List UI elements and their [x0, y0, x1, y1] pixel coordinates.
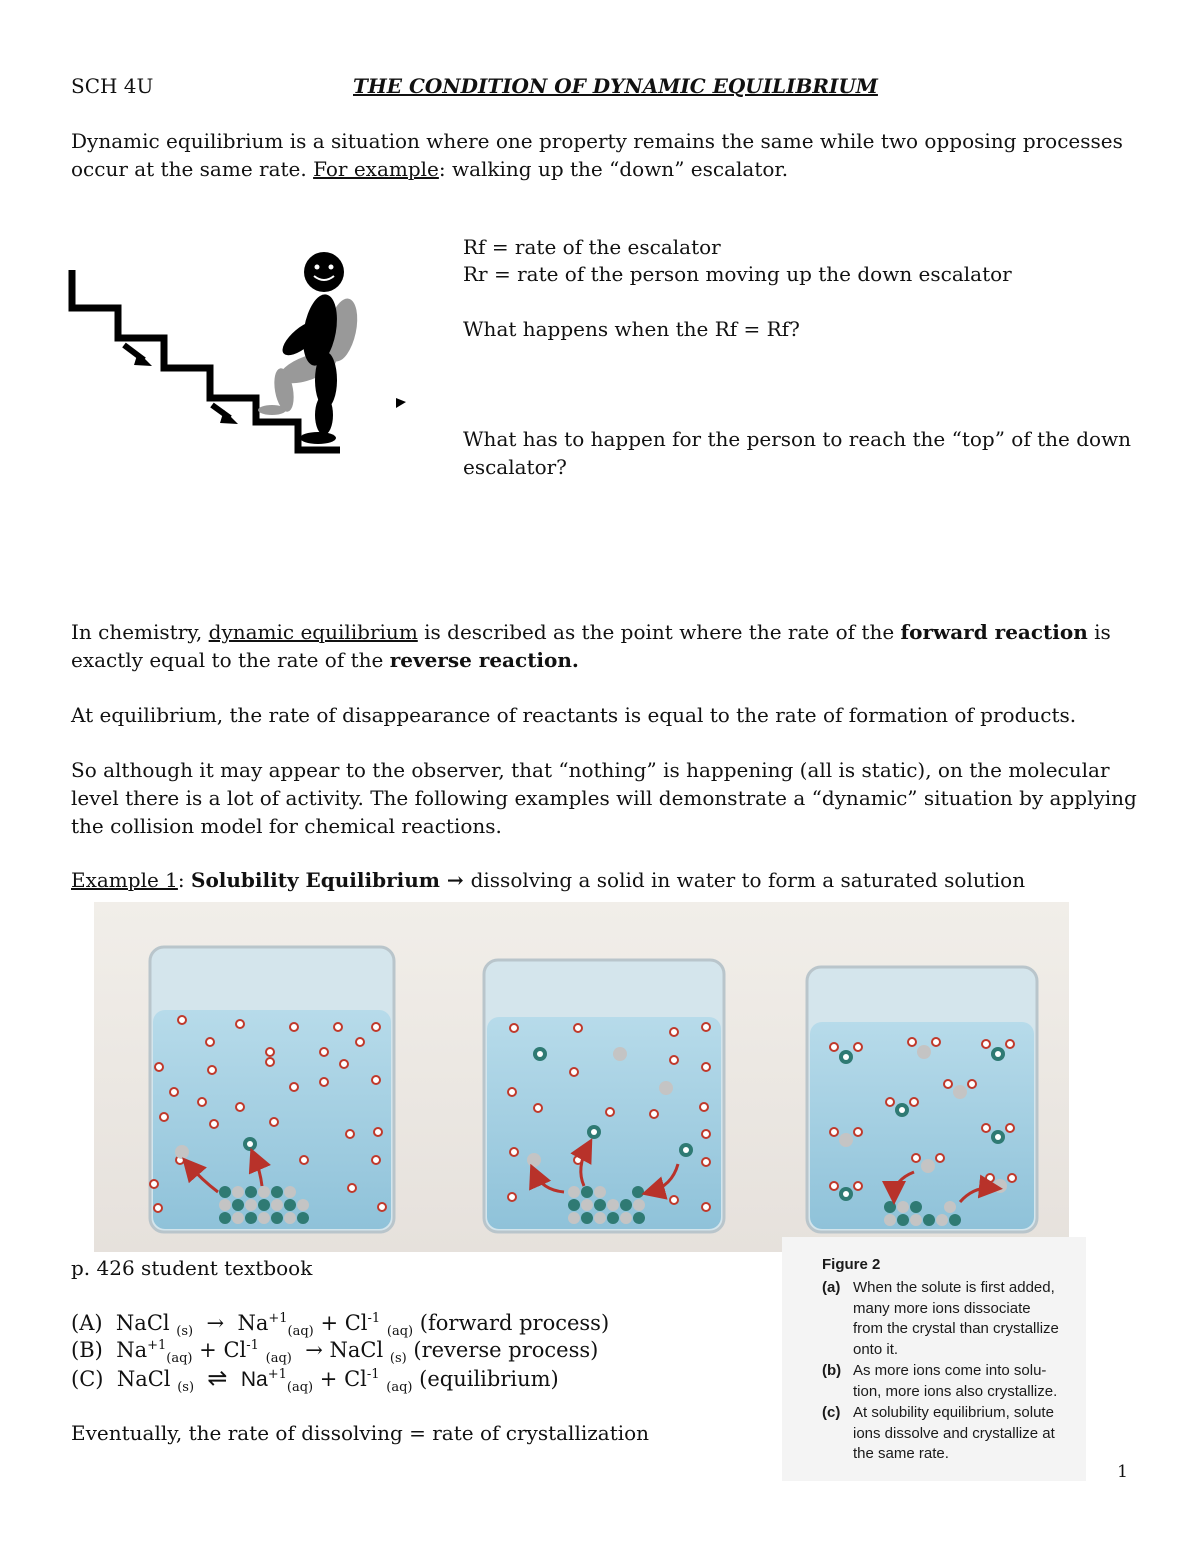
- solubility-figure: [94, 902, 1069, 1252]
- chemistry-para-2: At equilibrium, the rate of disappearance of reactants is equal to the rate of formation of products.: [71, 703, 1077, 727]
- eq-note: (equilibrium): [419, 1367, 559, 1391]
- eq-product-1: Na: [237, 1311, 269, 1335]
- eq-state: (aq): [386, 1380, 413, 1396]
- beaker-b: [484, 960, 724, 1232]
- caption-b-text: [853, 1361, 1057, 1402]
- eq-reactant-2: Cl: [223, 1338, 247, 1362]
- term-dynamic-equilibrium: dynamic equilibrium: [208, 620, 418, 644]
- course-code: SCH 4U: [71, 74, 154, 98]
- eq-note: (reverse process): [413, 1338, 599, 1362]
- question-2-line-2: escalator?: [463, 455, 567, 479]
- intro-text: occur at the same rate.: [71, 157, 314, 181]
- rf-definition: Rf = rate of the escalator: [463, 235, 721, 259]
- equation-c: [71, 1364, 559, 1394]
- equation-a: [71, 1309, 610, 1340]
- eq-plus: +: [320, 1311, 339, 1335]
- eq-charge: -1: [367, 1311, 381, 1326]
- eq-state: (s): [177, 1380, 195, 1396]
- caption-line: onto it.: [853, 1340, 899, 1358]
- caption-b: [822, 1361, 1058, 1400]
- equilibrium-arrow-icon: ⇌: [207, 1364, 228, 1392]
- caption-a: [822, 1278, 1059, 1358]
- crystal: [219, 1186, 309, 1224]
- eq-label: (A): [71, 1311, 103, 1335]
- eq-state: (aq): [287, 1324, 314, 1340]
- eq-product-2: Cl: [344, 1311, 368, 1335]
- down-arrow-icon-2: [212, 405, 238, 424]
- arrow: →: [439, 868, 471, 892]
- eq-label: (B): [71, 1338, 103, 1362]
- eq-product-1: Na: [240, 1368, 268, 1391]
- eq-reactant: NaCl: [116, 1367, 171, 1391]
- eq-state: (aq): [166, 1351, 193, 1367]
- question-2-line-1: What has to happen for the person to reach the “top” of the down: [463, 427, 1132, 451]
- page-number: 1: [1117, 1462, 1128, 1482]
- eq-charge: +1: [147, 1338, 167, 1353]
- eq-product-2: Cl: [344, 1367, 367, 1391]
- rr-definition: Rr = rate of the person moving up the down escalator: [463, 262, 1012, 286]
- caption-label: (b): [822, 1362, 842, 1379]
- intro-line-1: Dynamic equilibrium is a situation where one property remains the same while two opposing processes: [71, 129, 1123, 153]
- page-title: THE CONDITION OF DYNAMIC EQUILIBRIUM: [353, 74, 878, 98]
- caption-line: tion, more ions also crystallize.: [853, 1382, 1058, 1400]
- text: exactly equal to the rate of the: [71, 648, 390, 672]
- text: is described as the point where the rate of the: [417, 620, 901, 644]
- intro-text-end: : walking up the “down” escalator.: [438, 157, 789, 181]
- term-forward-reaction: forward reaction: [900, 620, 1088, 644]
- caption-line: ions dissolve and crystallize at: [853, 1424, 1055, 1442]
- example-title: Solubility Equilibrium: [191, 868, 440, 892]
- caption-label: (c): [822, 1404, 841, 1421]
- chemistry-para-3-line-2: level there is a lot of activity. The following examples will demonstrate a “dynamic” situation by applying: [71, 786, 1137, 810]
- eq-state: (s): [389, 1351, 407, 1367]
- caption-c: [822, 1403, 1055, 1462]
- escalator-illustration: [62, 250, 442, 460]
- caption-line: As more ions come into solu-: [853, 1362, 1047, 1379]
- period: .: [571, 648, 579, 672]
- question-1: What happens when the Rf = Rf?: [463, 317, 800, 341]
- beaker-a: [150, 947, 394, 1232]
- down-arrow-icon: [124, 345, 152, 366]
- conclusion: Eventually, the rate of dissolving = rate of crystallization: [71, 1421, 650, 1445]
- figure-caption-box: [782, 1237, 1086, 1481]
- colon: :: [177, 868, 191, 892]
- textbook-source: p. 426 student textbook: [71, 1256, 313, 1280]
- caption-c-text: [853, 1403, 1055, 1465]
- eq-arrow: →: [206, 1311, 225, 1335]
- eq-charge: -1: [366, 1367, 380, 1382]
- eq-arrow: →: [305, 1338, 323, 1362]
- example-1-heading: [71, 866, 1025, 894]
- figure-title: Figure 2: [822, 1256, 881, 1273]
- example-desc: dissolving a solid in water to form a saturated solution: [470, 868, 1026, 892]
- eq-product: NaCl: [329, 1338, 384, 1362]
- bullet-marker: [396, 398, 406, 408]
- example-label: Example 1: [71, 868, 178, 892]
- eq-state: (aq): [386, 1324, 414, 1340]
- equation-b: [71, 1336, 599, 1367]
- chemistry-para-3-line-3: the collision model for chemical reactions.: [71, 814, 502, 838]
- for-example-label: For example: [313, 157, 439, 181]
- caption-line: the same rate.: [853, 1445, 949, 1462]
- caption-line: from the crystal than crystallize: [853, 1320, 1059, 1337]
- eq-reactant: NaCl: [115, 1311, 170, 1335]
- eq-reactant-1: Na: [116, 1338, 148, 1362]
- eq-charge: -1: [246, 1338, 259, 1353]
- caption-line: When the solute is first added,: [853, 1279, 1055, 1296]
- eq-state: (aq): [286, 1380, 314, 1396]
- eq-plus: +: [319, 1367, 338, 1391]
- caption-a-text: [853, 1278, 1059, 1360]
- eq-charge: +1: [268, 1311, 288, 1326]
- chemistry-para-1-line-2: [71, 646, 579, 674]
- eq-state: (aq): [265, 1351, 292, 1367]
- text: is: [1087, 620, 1111, 644]
- intro-line-2: [71, 155, 788, 183]
- caption-line: At solubility equilibrium, solute: [853, 1404, 1054, 1421]
- chemistry-para-1-line-1: [71, 618, 1111, 646]
- caption-line: many more ions dissociate: [853, 1299, 1031, 1317]
- eq-state: (s): [176, 1324, 194, 1340]
- chemistry-para-3-line-1: So although it may appear to the observer, that “nothing” is happening (all is static), on the molecular: [71, 758, 1110, 782]
- beaker-c: [807, 967, 1037, 1232]
- stick-figure: [258, 252, 362, 444]
- eq-plus: +: [199, 1338, 217, 1362]
- term-reverse-reaction: reverse reaction: [389, 648, 572, 672]
- eq-note: (forward process): [419, 1311, 610, 1335]
- eq-label: (C): [71, 1367, 104, 1391]
- eq-charge: +1: [267, 1367, 287, 1382]
- caption-label: (a): [822, 1279, 841, 1296]
- text: In chemistry,: [71, 620, 209, 644]
